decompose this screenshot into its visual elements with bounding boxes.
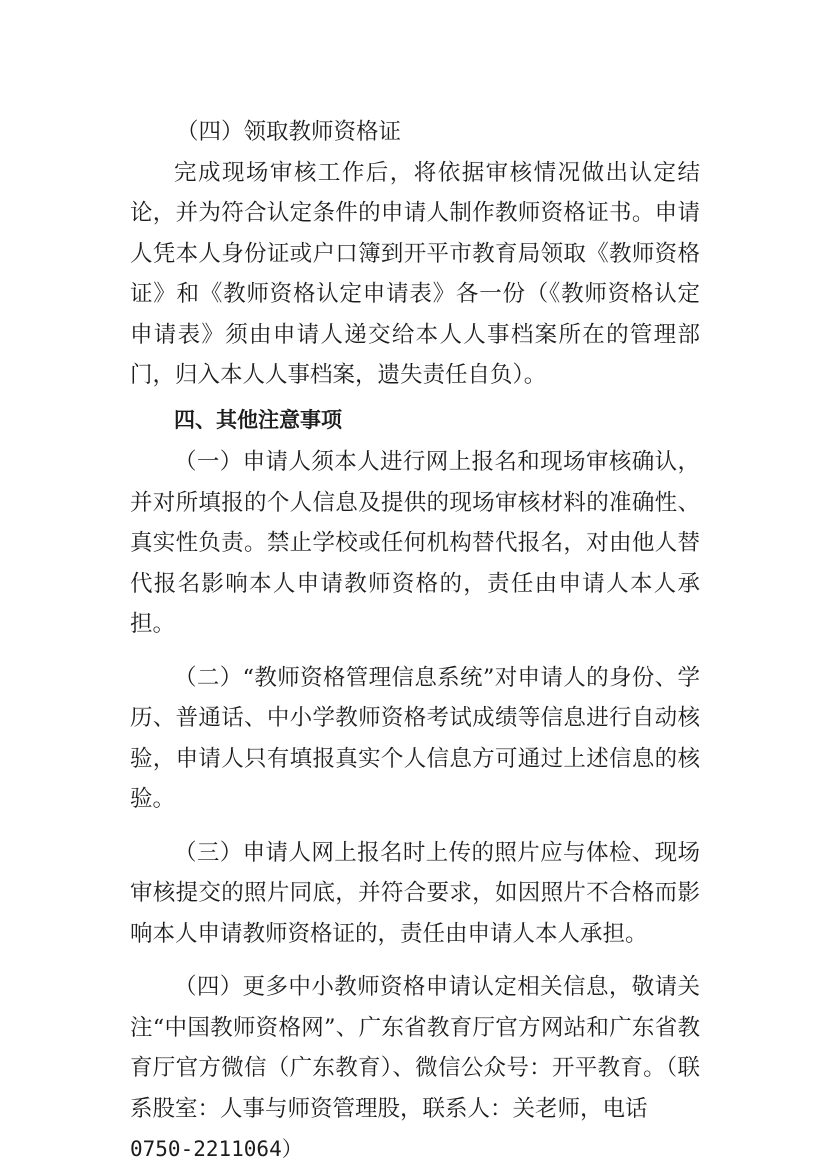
paragraph-note-2: （二）“教师资格管理信息系统”对申请人的身份、学历、普通话、中小学教师资格考试成绩等信息进行自动核验，申请人只有填报真实个人信息方可通过上述信息的核验。: [130, 664, 700, 812]
section-heading-other-notes: 四、其他注意事项: [174, 407, 342, 432]
paragraph-note-1: （一）申请人须本人进行网上报名和现场审核确认，并对所填报的个人信息及提供的现场审核材料的准确性、真实性负责。禁止学校或任何机构替代报名，对由他人替代报名影响本人申请教师资格的，责任由申请人本人承担。: [130, 449, 700, 637]
paragraph-note-3: （三）申请人网上报名时上传的照片应与体检、现场审核提交的照片同底，并符合要求，如因照片不合格而影响本人申请教师资格证的，责任由申请人本人承担。: [130, 839, 700, 947]
subsection-heading-collect-certificate: （四）领取教师资格证: [176, 119, 402, 145]
paragraph-note-4: [130, 967, 700, 1170]
document-body: [130, 112, 700, 1170]
note-4-text: （四）更多中小教师资格申请认定相关信息，敬请关注“中国教师资格网”、广东省教育厅官方网站和广东省教育厅官方微信（广东教育）、微信公众号：开平教育。（联系股室：人事与师资管理股，联系人：关老师，电话: [130, 974, 700, 1122]
contact-phone: 0750-2211064）: [130, 1137, 303, 1161]
paragraph-collect-certificate: 完成现场审核工作后，将依据审核情况做出认定结论，并为符合认定条件的申请人制作教师资格证书。申请人凭本人身份证或户口簿到开平市教育局领取《教师资格证》和《教师资格认定申请表》各一份（《教师资格认定申请表》须由申请人递交给本人人事档案所在的管理部门，归入本人人事档案，遗失责任自负）。: [130, 159, 700, 388]
